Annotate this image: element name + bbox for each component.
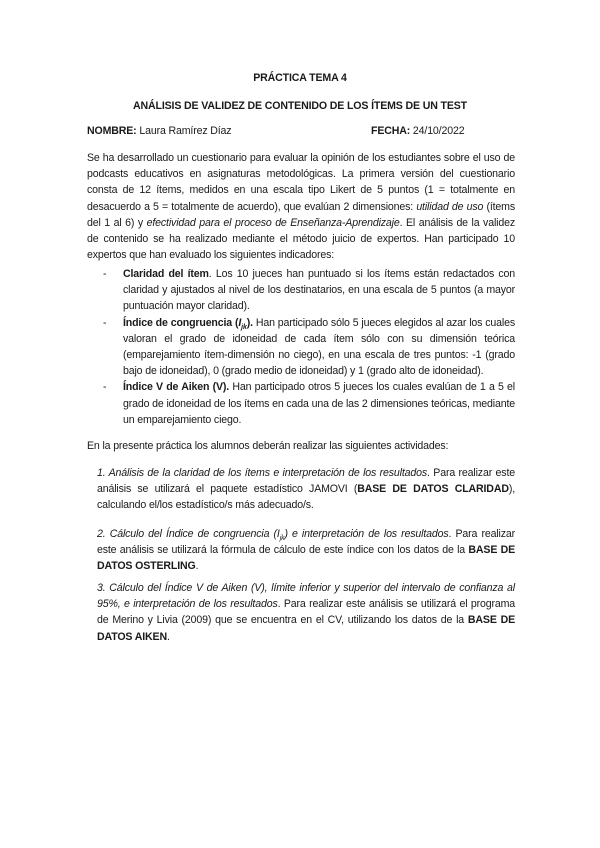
intro-paragraph [87,150,515,263]
indicator-text: Han participado otros 5 jueces los cuales evalúan de 1 a 5 el grado de idoneidad de los ítems en cada una de las 2 dimensiones teóricas, mediante un emparejamiento ciego. [123,381,515,426]
date-value: 24/10/2022 [410,125,465,137]
page-subtitle: ANÁLISIS DE VALIDEZ DE CONTENIDO DE LOS ÍTEMS DE UN TEST [133,100,467,112]
bullet-dash: - [103,316,107,329]
intro-text-3: . El análisis de la validez de contenido se ha realizado mediante el método juicio de expertos. Han participado 10 expertos que han evaluado los siguientes indicadores: [87,216,515,262]
name-line [87,123,231,139]
indicator-title: Claridad del ítem [123,268,209,280]
task-heading: 2. Cálculo del Índice de congruencia $(I_{jk})$ e interpretación de los resultados [97,528,449,543]
indicator-title: Índice V de Aiken (V). [123,381,230,394]
intro-text-1: Se ha desarrollado un cuestionario para evaluar la opinión de los estudiantes sobre el uso de podcasts educativos en asignaturas metodológicas. La primera versión del cuestionario consta de 12 ítems, medidos en una escala tipo Likert de 5 puntos (1 = totalmente en desacuerdo a 5 = totalmente de acuerdo), que evalúan 2 dimensiones: [87,152,515,213]
task-heading: 1. Análisis de la claridad de los ítems e interpretación de los resultados [97,467,428,479]
dimension-2: efectividad para el proceso de Enseñanza-Aprendizaje [146,216,400,229]
intro-text-2: (ítems del 1 al 6) y [87,200,515,229]
name-label: NOMBRE: [87,125,137,137]
indicator-text: Han participado sólo 5 jueces elegidos al azar los cuales valoran el grado de idoneidad de cada ítem sólo con su dimensión teórica (emparejamiento ítem-dimensión no ciego), en una escala de tres puntos: -1 (grado bajo de idoneidad), 0 (grado medio de idoneidad) y 1 (grado alto de idoneidad). [123,316,515,378]
database-name: BASE DE DATOS OSTERLING [97,544,516,573]
date-line [371,123,464,139]
task-item: 3. Cálculo del Índice V de Aiken (V), límite inferior y superior del intervalo de confianza al 95%, e interpretación de los resultados. Para realizar este análisis se utilizará el programa de Merino y Livia (2009) que se encuentra en el CV, utilizando los datos de la BASE DE DATOS AIKEN. [97,582,516,643]
page-title: PRÁCTICA TEMA 4 [253,72,347,84]
task-heading: 3. Cálculo del Índice V de Aiken (V), límite inferior y superior del intervalo de confianza al 95%, e interpretación de los resultados [97,582,515,611]
name-value: Laura Ramírez Díaz [136,125,232,137]
date-label: FECHA: [371,125,411,137]
list-item [103,379,515,428]
bullet-dash: - [103,381,107,394]
list-item [103,266,515,315]
indicator-text: . Los 10 jueces han puntuado si los ítems están redactados con claridad y ajustados al nivel de los destinatarios, en una escala de 5 puntos (a mayor puntuación mayor claridad). [123,268,516,313]
database-name: BASE DE DATOS AIKEN [97,614,516,643]
task-item: 2. Cálculo del Índice de congruencia $(I_{jk})$ e interpretación de los resultados. Para realizar este análisis se utilizará la fórmula de cálculo de este índice con los datos de la BASE DE DATOS OSTERLING. [97,528,516,573]
bullet-dash: - [103,268,107,280]
database-name: BASE DE DATOS CLARIDAD [357,483,509,496]
indicator-title: Índice de congruencia $(I_{jk})$. [123,316,253,331]
task-item: 1. Análisis de la claridad de los ítems e interpretación de los resultados. Para realizar este análisis se utilizará el paquete estadístico JAMOVI (BASE DE DATOS CLARIDAD), calculando el/los estadístico/s más adecuado/s. [97,467,515,512]
tasks-intro: En la presente práctica los alumnos deberán realizar las siguientes actividades: [87,440,449,452]
dimension-1: utilidad de uso [416,200,484,213]
indicator-list [103,266,515,428]
list-item [103,315,515,380]
